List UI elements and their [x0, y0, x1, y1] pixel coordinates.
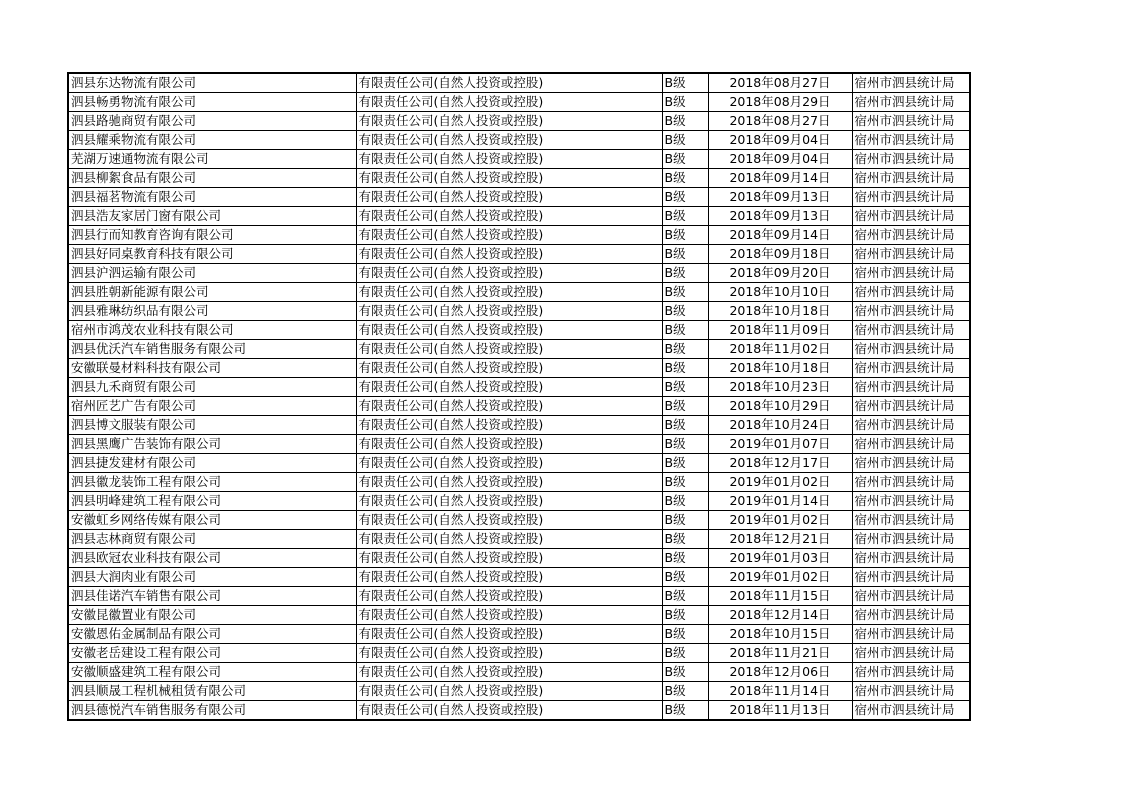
table-row	[68, 663, 970, 682]
company-type-cell: 有限责任公司(自然人投资或控股)	[356, 188, 662, 207]
date-cell: 2019年01月14日	[708, 492, 852, 511]
date-cell: 2018年12月21日	[708, 530, 852, 549]
rating-grade-cell: B级	[662, 492, 708, 511]
issuing-authority-cell: 宿州市泗县统计局	[852, 226, 970, 245]
issuing-authority-cell: 宿州市泗县统计局	[852, 473, 970, 492]
company-name-cell: 泗县佳诺汽车销售有限公司	[68, 587, 356, 606]
table-row	[68, 283, 970, 302]
table-row	[68, 378, 970, 397]
company-name-cell: 泗县明峰建筑工程有限公司	[68, 492, 356, 511]
rating-grade-cell: B级	[662, 264, 708, 283]
company-type-cell: 有限责任公司(自然人投资或控股)	[356, 283, 662, 302]
company-name-cell: 泗县沪泗运输有限公司	[68, 264, 356, 283]
date-cell: 2018年08月27日	[708, 73, 852, 93]
company-name-cell: 安徽虹乡网络传媒有限公司	[68, 511, 356, 530]
issuing-authority-cell: 宿州市泗县统计局	[852, 207, 970, 226]
table-row	[68, 587, 970, 606]
company-type-cell: 有限责任公司(自然人投资或控股)	[356, 416, 662, 435]
company-type-cell: 有限责任公司(自然人投资或控股)	[356, 131, 662, 150]
company-type-cell: 有限责任公司(自然人投资或控股)	[356, 682, 662, 701]
date-cell: 2019年01月03日	[708, 549, 852, 568]
rating-grade-cell: B级	[662, 283, 708, 302]
rating-grade-cell: B级	[662, 359, 708, 378]
issuing-authority-cell: 宿州市泗县统计局	[852, 302, 970, 321]
company-type-cell: 有限责任公司(自然人投资或控股)	[356, 625, 662, 644]
date-cell: 2019年01月02日	[708, 568, 852, 587]
issuing-authority-cell: 宿州市泗县统计局	[852, 112, 970, 131]
issuing-authority-cell: 宿州市泗县统计局	[852, 435, 970, 454]
date-cell: 2018年09月20日	[708, 264, 852, 283]
issuing-authority-cell: 宿州市泗县统计局	[852, 264, 970, 283]
date-cell: 2018年09月04日	[708, 150, 852, 169]
company-name-cell: 泗县博文服装有限公司	[68, 416, 356, 435]
company-type-cell: 有限责任公司(自然人投资或控股)	[356, 150, 662, 169]
company-type-cell: 有限责任公司(自然人投资或控股)	[356, 264, 662, 283]
rating-grade-cell: B级	[662, 587, 708, 606]
table-row	[68, 188, 970, 207]
date-cell: 2018年11月02日	[708, 340, 852, 359]
issuing-authority-cell: 宿州市泗县统计局	[852, 606, 970, 625]
company-name-cell: 泗县德悦汽车销售服务有限公司	[68, 701, 356, 721]
table-row	[68, 207, 970, 226]
company-name-cell: 泗县柳絮食品有限公司	[68, 169, 356, 188]
rating-grade-cell: B级	[662, 169, 708, 188]
company-name-cell: 安徽顺盛建筑工程有限公司	[68, 663, 356, 682]
rating-grade-cell: B级	[662, 340, 708, 359]
table-row	[68, 568, 970, 587]
company-type-cell: 有限责任公司(自然人投资或控股)	[356, 73, 662, 93]
date-cell: 2019年01月02日	[708, 473, 852, 492]
issuing-authority-cell: 宿州市泗县统计局	[852, 416, 970, 435]
table-row	[68, 530, 970, 549]
date-cell: 2018年08月29日	[708, 93, 852, 112]
company-name-cell: 泗县大润肉业有限公司	[68, 568, 356, 587]
date-cell: 2018年10月18日	[708, 359, 852, 378]
table-row	[68, 435, 970, 454]
date-cell: 2019年01月07日	[708, 435, 852, 454]
date-cell: 2018年11月21日	[708, 644, 852, 663]
company-type-cell: 有限责任公司(自然人投资或控股)	[356, 359, 662, 378]
issuing-authority-cell: 宿州市泗县统计局	[852, 283, 970, 302]
date-cell: 2018年10月23日	[708, 378, 852, 397]
issuing-authority-cell: 宿州市泗县统计局	[852, 549, 970, 568]
company-name-cell: 安徽昆徽置业有限公司	[68, 606, 356, 625]
company-type-cell: 有限责任公司(自然人投资或控股)	[356, 454, 662, 473]
company-type-cell: 有限责任公司(自然人投资或控股)	[356, 169, 662, 188]
company-name-cell: 泗县东达物流有限公司	[68, 73, 356, 93]
company-name-cell: 泗县捷发建材有限公司	[68, 454, 356, 473]
date-cell: 2018年10月29日	[708, 397, 852, 416]
company-type-cell: 有限责任公司(自然人投资或控股)	[356, 644, 662, 663]
company-name-cell: 泗县畅勇物流有限公司	[68, 93, 356, 112]
table-row	[68, 264, 970, 283]
company-name-cell: 安徽老岳建设工程有限公司	[68, 644, 356, 663]
date-cell: 2018年09月14日	[708, 169, 852, 188]
table-row	[68, 245, 970, 264]
company-type-cell: 有限责任公司(自然人投资或控股)	[356, 606, 662, 625]
rating-grade-cell: B级	[662, 606, 708, 625]
company-name-cell: 泗县福茗物流有限公司	[68, 188, 356, 207]
rating-grade-cell: B级	[662, 416, 708, 435]
rating-grade-cell: B级	[662, 644, 708, 663]
company-type-cell: 有限责任公司(自然人投资或控股)	[356, 378, 662, 397]
date-cell: 2018年10月18日	[708, 302, 852, 321]
date-cell: 2018年08月27日	[708, 112, 852, 131]
company-name-cell: 安徽联曼材料科技有限公司	[68, 359, 356, 378]
company-type-cell: 有限责任公司(自然人投资或控股)	[356, 93, 662, 112]
rating-grade-cell: B级	[662, 93, 708, 112]
rating-grade-cell: B级	[662, 73, 708, 93]
date-cell: 2018年10月10日	[708, 283, 852, 302]
table-row	[68, 644, 970, 663]
company-name-cell: 芜湖万速通物流有限公司	[68, 150, 356, 169]
rating-grade-cell: B级	[662, 378, 708, 397]
company-name-cell: 泗县行而知教育咨询有限公司	[68, 226, 356, 245]
rating-grade-cell: B级	[662, 454, 708, 473]
company-name-cell: 泗县志林商贸有限公司	[68, 530, 356, 549]
table-row	[68, 701, 970, 721]
rating-grade-cell: B级	[662, 473, 708, 492]
company-name-cell: 宿州市鸿茂农业科技有限公司	[68, 321, 356, 340]
date-cell: 2018年11月13日	[708, 701, 852, 721]
rating-grade-cell: B级	[662, 112, 708, 131]
company-type-cell: 有限责任公司(自然人投资或控股)	[356, 226, 662, 245]
table-body	[68, 73, 970, 720]
date-cell: 2018年09月13日	[708, 207, 852, 226]
company-type-cell: 有限责任公司(自然人投资或控股)	[356, 568, 662, 587]
table-row	[68, 625, 970, 644]
date-cell: 2018年11月15日	[708, 587, 852, 606]
date-cell: 2018年09月04日	[708, 131, 852, 150]
issuing-authority-cell: 宿州市泗县统计局	[852, 511, 970, 530]
company-type-cell: 有限责任公司(自然人投资或控股)	[356, 321, 662, 340]
issuing-authority-cell: 宿州市泗县统计局	[852, 663, 970, 682]
rating-grade-cell: B级	[662, 682, 708, 701]
table-row	[68, 359, 970, 378]
company-name-cell: 宿州匠艺广告有限公司	[68, 397, 356, 416]
table-row	[68, 93, 970, 112]
company-name-cell: 泗县雅琳纺织品有限公司	[68, 302, 356, 321]
issuing-authority-cell: 宿州市泗县统计局	[852, 73, 970, 93]
rating-grade-cell: B级	[662, 530, 708, 549]
issuing-authority-cell: 宿州市泗县统计局	[852, 321, 970, 340]
company-type-cell: 有限责任公司(自然人投资或控股)	[356, 701, 662, 721]
company-name-cell: 泗县浩友家居门窗有限公司	[68, 207, 356, 226]
company-name-cell: 泗县黑鹰广告装饰有限公司	[68, 435, 356, 454]
rating-grade-cell: B级	[662, 131, 708, 150]
rating-grade-cell: B级	[662, 302, 708, 321]
date-cell: 2018年11月14日	[708, 682, 852, 701]
company-name-cell: 泗县胜朝新能源有限公司	[68, 283, 356, 302]
rating-grade-cell: B级	[662, 435, 708, 454]
date-cell: 2018年10月15日	[708, 625, 852, 644]
company-type-cell: 有限责任公司(自然人投资或控股)	[356, 663, 662, 682]
company-type-cell: 有限责任公司(自然人投资或控股)	[356, 530, 662, 549]
table-row	[68, 549, 970, 568]
rating-grade-cell: B级	[662, 701, 708, 721]
table-row	[68, 492, 970, 511]
rating-grade-cell: B级	[662, 321, 708, 340]
issuing-authority-cell: 宿州市泗县统计局	[852, 188, 970, 207]
issuing-authority-cell: 宿州市泗县统计局	[852, 169, 970, 188]
date-cell: 2018年09月13日	[708, 188, 852, 207]
issuing-authority-cell: 宿州市泗县统计局	[852, 701, 970, 721]
issuing-authority-cell: 宿州市泗县统计局	[852, 530, 970, 549]
table-row	[68, 397, 970, 416]
issuing-authority-cell: 宿州市泗县统计局	[852, 131, 970, 150]
company-type-cell: 有限责任公司(自然人投资或控股)	[356, 492, 662, 511]
company-type-cell: 有限责任公司(自然人投资或控股)	[356, 511, 662, 530]
issuing-authority-cell: 宿州市泗县统计局	[852, 644, 970, 663]
company-rating-table	[67, 72, 971, 721]
date-cell: 2018年10月24日	[708, 416, 852, 435]
date-cell: 2018年09月14日	[708, 226, 852, 245]
rating-grade-cell: B级	[662, 663, 708, 682]
company-name-cell: 泗县路驰商贸有限公司	[68, 112, 356, 131]
rating-grade-cell: B级	[662, 511, 708, 530]
company-name-cell: 泗县顺晟工程机械租赁有限公司	[68, 682, 356, 701]
company-type-cell: 有限责任公司(自然人投资或控股)	[356, 112, 662, 131]
issuing-authority-cell: 宿州市泗县统计局	[852, 378, 970, 397]
issuing-authority-cell: 宿州市泗县统计局	[852, 245, 970, 264]
rating-grade-cell: B级	[662, 188, 708, 207]
table-row	[68, 454, 970, 473]
company-name-cell: 泗县九禾商贸有限公司	[68, 378, 356, 397]
issuing-authority-cell: 宿州市泗县统计局	[852, 93, 970, 112]
date-cell: 2018年12月14日	[708, 606, 852, 625]
table-row	[68, 511, 970, 530]
company-type-cell: 有限责任公司(自然人投资或控股)	[356, 587, 662, 606]
company-type-cell: 有限责任公司(自然人投资或控股)	[356, 245, 662, 264]
company-type-cell: 有限责任公司(自然人投资或控股)	[356, 207, 662, 226]
table-row	[68, 226, 970, 245]
issuing-authority-cell: 宿州市泗县统计局	[852, 492, 970, 511]
rating-grade-cell: B级	[662, 568, 708, 587]
company-type-cell: 有限责任公司(自然人投资或控股)	[356, 435, 662, 454]
rating-grade-cell: B级	[662, 207, 708, 226]
issuing-authority-cell: 宿州市泗县统计局	[852, 340, 970, 359]
company-name-cell: 泗县欧冠农业科技有限公司	[68, 549, 356, 568]
table-row	[68, 73, 970, 93]
company-name-cell: 泗县耀乘物流有限公司	[68, 131, 356, 150]
company-type-cell: 有限责任公司(自然人投资或控股)	[356, 397, 662, 416]
table-row	[68, 682, 970, 701]
date-cell: 2018年12月17日	[708, 454, 852, 473]
table-row	[68, 131, 970, 150]
table-row	[68, 321, 970, 340]
rating-grade-cell: B级	[662, 625, 708, 644]
table-row	[68, 606, 970, 625]
issuing-authority-cell: 宿州市泗县统计局	[852, 682, 970, 701]
issuing-authority-cell: 宿州市泗县统计局	[852, 625, 970, 644]
table-row	[68, 150, 970, 169]
company-name-cell: 泗县优沃汽车销售服务有限公司	[68, 340, 356, 359]
table-row	[68, 473, 970, 492]
date-cell: 2018年11月09日	[708, 321, 852, 340]
date-cell: 2018年09月18日	[708, 245, 852, 264]
rating-grade-cell: B级	[662, 549, 708, 568]
issuing-authority-cell: 宿州市泗县统计局	[852, 568, 970, 587]
rating-grade-cell: B级	[662, 245, 708, 264]
company-name-cell: 泗县徽龙装饰工程有限公司	[68, 473, 356, 492]
company-type-cell: 有限责任公司(自然人投资或控股)	[356, 473, 662, 492]
company-type-cell: 有限责任公司(自然人投资或控股)	[356, 302, 662, 321]
table-row	[68, 112, 970, 131]
issuing-authority-cell: 宿州市泗县统计局	[852, 359, 970, 378]
table-row	[68, 169, 970, 188]
company-type-cell: 有限责任公司(自然人投资或控股)	[356, 549, 662, 568]
table-row	[68, 416, 970, 435]
rating-grade-cell: B级	[662, 397, 708, 416]
issuing-authority-cell: 宿州市泗县统计局	[852, 454, 970, 473]
issuing-authority-cell: 宿州市泗县统计局	[852, 150, 970, 169]
rating-grade-cell: B级	[662, 150, 708, 169]
issuing-authority-cell: 宿州市泗县统计局	[852, 397, 970, 416]
date-cell: 2018年12月06日	[708, 663, 852, 682]
issuing-authority-cell: 宿州市泗县统计局	[852, 587, 970, 606]
company-name-cell: 安徽恩佑金属制品有限公司	[68, 625, 356, 644]
company-name-cell: 泗县好同桌教育科技有限公司	[68, 245, 356, 264]
company-type-cell: 有限责任公司(自然人投资或控股)	[356, 340, 662, 359]
rating-grade-cell: B级	[662, 226, 708, 245]
table-row	[68, 340, 970, 359]
table-row	[68, 302, 970, 321]
date-cell: 2019年01月02日	[708, 511, 852, 530]
